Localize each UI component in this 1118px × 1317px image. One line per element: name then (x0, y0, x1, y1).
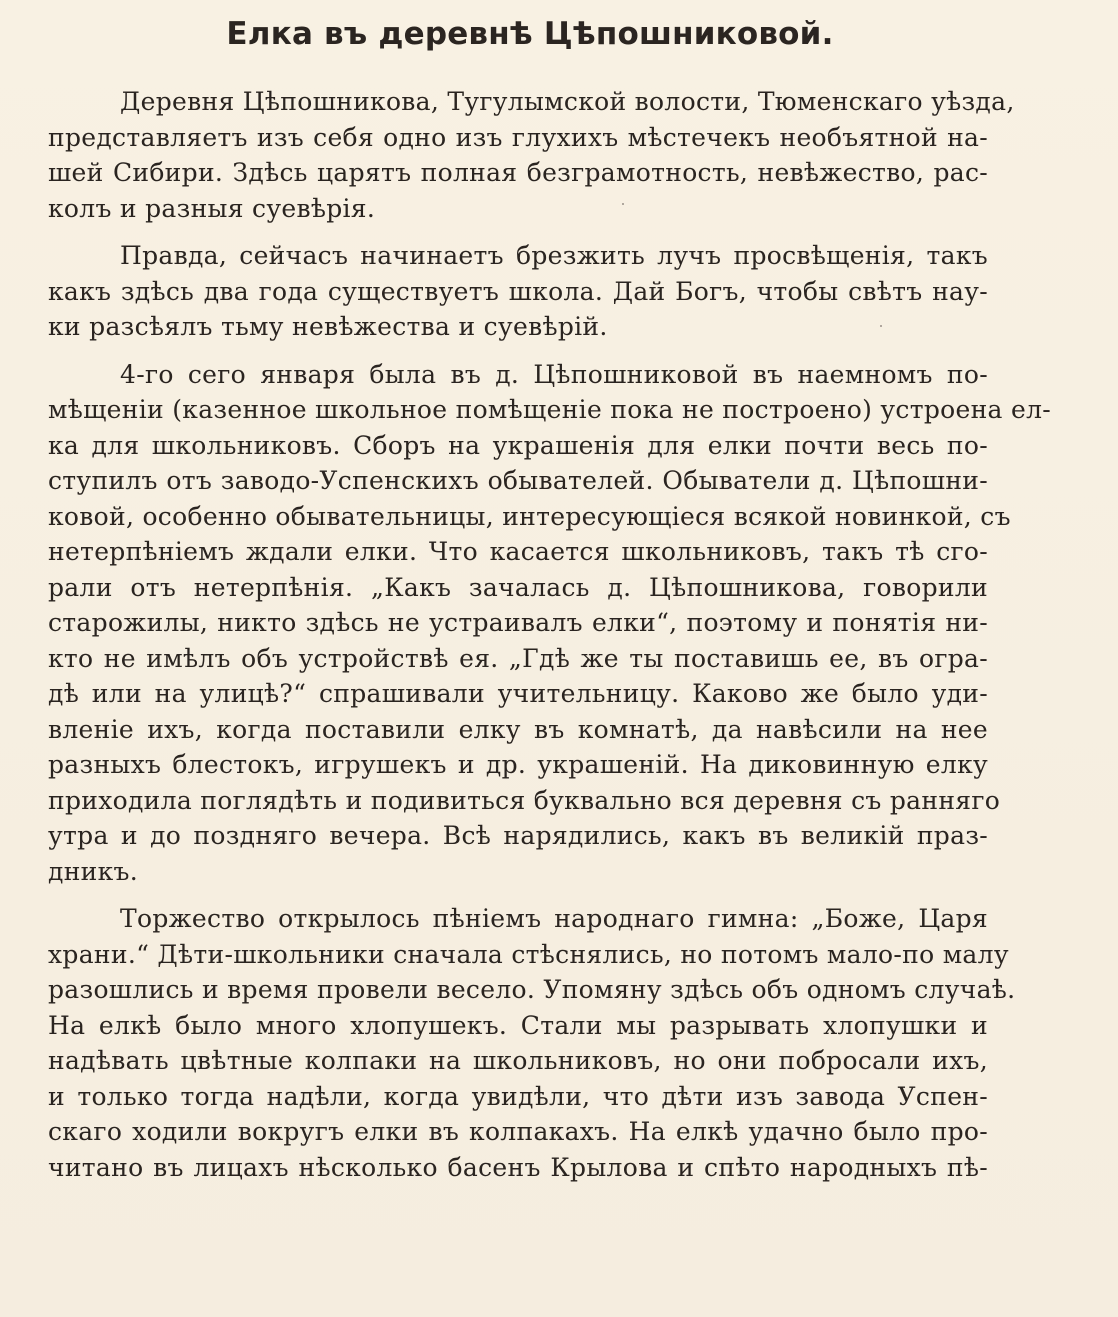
paper-speck (622, 203, 624, 205)
text-line: ка для школьниковъ. Сборъ на украшенія для елки почти весь по- (48, 430, 988, 460)
text-line: шей Сибири. Здѣсь царятъ полная безграмотность, невѣжество, рас- (48, 158, 988, 187)
paragraph-2 (48, 238, 988, 345)
text-line: приходила поглядѣть и подивиться буквально вся деревня съ ранняго (48, 785, 1001, 815)
text-line: скаго ходили вокругъ елки въ колпакахъ. На елкѣ удачно было про- (48, 1117, 988, 1146)
paragraph-4 (48, 901, 1016, 1185)
text-line: 4-го сего января была въ д. Цѣпошниковой въ наемномъ по- (120, 359, 988, 389)
text-line: Правда, сейчасъ начинаетъ брезжить лучъ просвѣщенія, такъ (120, 241, 988, 270)
article-body (48, 84, 1052, 1197)
text-line: ступилъ отъ заводо-Успенскихъ обывателей. Обыватели д. Цѣпошни- (48, 466, 988, 495)
text-line: дникъ. (48, 856, 138, 886)
paper-speck (880, 325, 882, 327)
text-line: старожилы, никто здѣсь не устраивалъ елки“, поэтому и понятія ни- (48, 608, 988, 637)
text-line: представляетъ изъ себя одно изъ глухихъ мѣстечекъ необъятной на- (48, 122, 988, 152)
text-line: вленіе ихъ, когда поставили елку въ комнатѣ, да навѣсили на нее (48, 714, 988, 744)
text-line: разошлись и время провели весело. Упомяну здѣсь объ одномъ случаѣ. (48, 975, 1016, 1004)
text-line: ки разсѣялъ тьму невѣжества и суевѣрій. (48, 312, 608, 341)
text-line: нетерпѣніемъ ждали елки. Что касается школьниковъ, такъ тѣ сго- (48, 537, 988, 566)
paragraph-3 (48, 357, 1052, 890)
text-line: утра и до поздняго вечера. Всѣ нарядились, какъ въ великій праз- (48, 821, 988, 850)
text-line: мѣщеніи (казенное школьное помѣщеніе пока не построено) устроена ел- (48, 395, 1052, 424)
text-line: надѣвать цвѣтные колпаки на школьниковъ, но они побросали ихъ, (48, 1046, 988, 1075)
text-line: храни.“ Дѣти-школьники сначала стѣснялись, но потомъ мало-по малу (48, 939, 1009, 969)
text-line: какъ здѣсь два года существуетъ школа. Дай Богъ, чтобы свѣтъ нау- (48, 276, 988, 306)
text-line: читано въ лицахъ нѣсколько басенъ Крылова и спѣто народныхъ пѣ- (48, 1152, 988, 1182)
text-line: Деревня Цѣпошникова, Тугулымской волости, Тюменскаго уѣзда, (120, 87, 1015, 116)
text-line: кто не имѣлъ объ устройствѣ ея. „Гдѣ же ты поставишь ее, въ огра- (48, 643, 988, 673)
text-line: колъ и разныя суевѣрія. (48, 193, 376, 223)
text-line: На елкѣ было много хлопушекъ. Стали мы разрывать хлопушки и (48, 1010, 988, 1040)
page-title: Елка въ деревнѣ Цѣпошниковой. (226, 16, 834, 52)
text-line: и только тогда надѣли, когда увидѣли, что дѣти изъ завода Успен- (48, 1081, 988, 1111)
text-line: Торжество открылось пѣніемъ народнаго гимна: „Боже, Царя (120, 904, 988, 933)
text-line: ковой, особенно обывательницы, интересующіеся всякой новинкой, съ (48, 501, 1011, 531)
text-line: рали отъ нетерпѣнія. „Какъ зачалась д. Цѣпошникова, говорили (48, 572, 988, 602)
text-line: разныхъ блестокъ, игрушекъ и др. украшеній. На диковинную елку (48, 750, 988, 779)
text-line: дѣ или на улицѣ?“ спрашивали учительницу. Каково же было уди- (48, 679, 988, 708)
paragraph-1 (48, 84, 1015, 226)
